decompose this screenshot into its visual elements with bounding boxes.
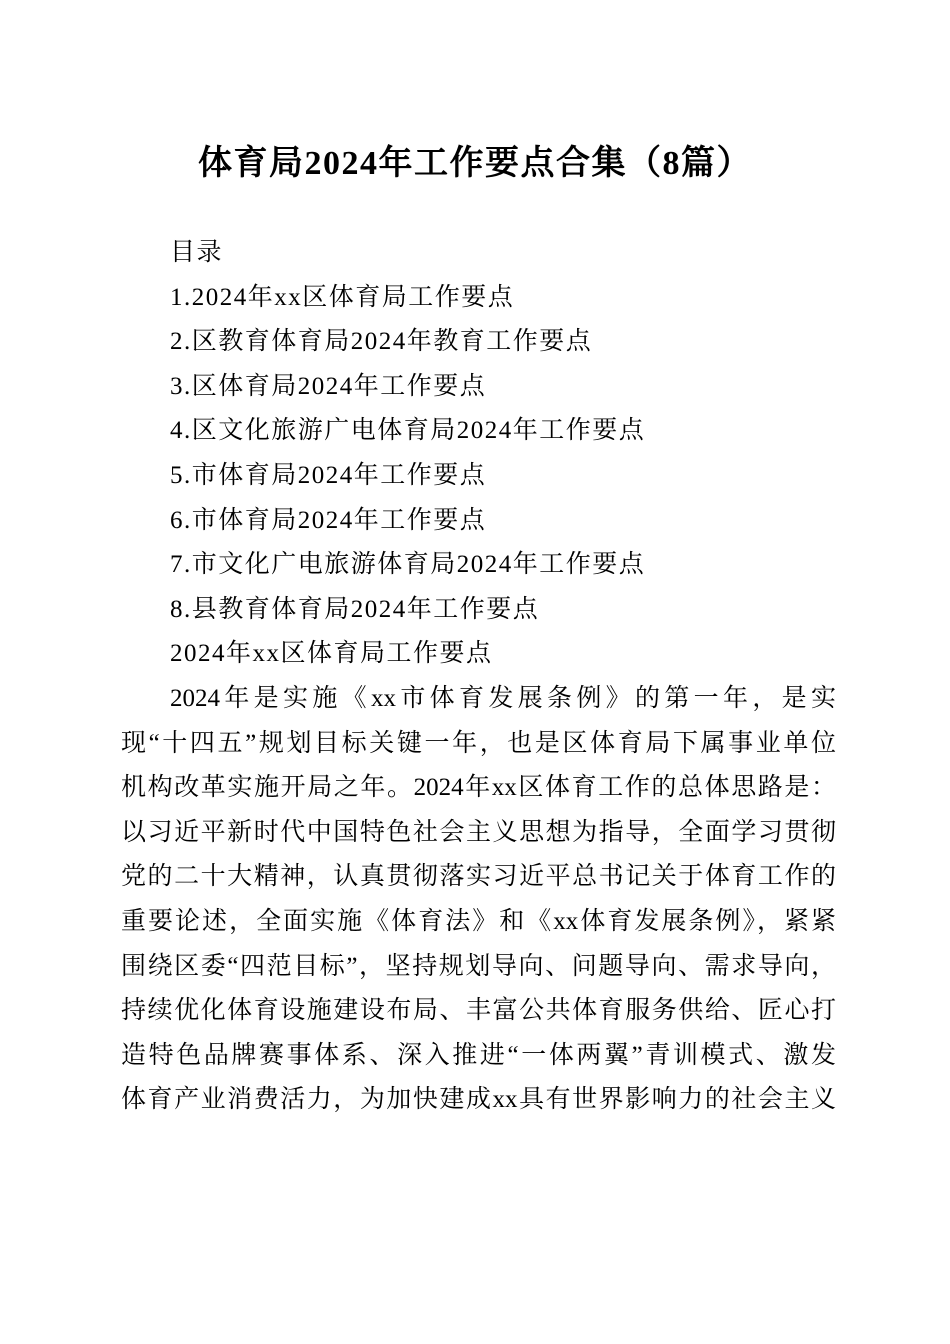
paragraph-line: 持续优化体育设施建设布局、丰富公共体育服务供给、匠心打: [121, 997, 836, 1025]
toc-item-1: 1.2024年xx区体育局工作要点: [170, 283, 515, 311]
paragraph-line: 围绕区委“四范目标”，坚持规划导向、问题导向、需求导向，: [121, 952, 836, 980]
toc-item-8: 8.县教育体育局2024年工作要点: [170, 595, 540, 623]
toc-item-2: 2.区教育体育局2024年教育工作要点: [170, 328, 593, 356]
paragraph-line: 体育产业消费活力，为加快建成xx具有世界影响力的社会主义: [121, 1086, 836, 1114]
toc-item-5: 5.市体育局2024年工作要点: [170, 461, 487, 489]
section-heading: 2024年xx区体育局工作要点: [170, 640, 493, 668]
paragraph-line: 2024年是实施《xx市体育发展条例》的第一年，是实: [170, 684, 836, 712]
toc-item-7: 7.市文化广电旅游体育局2024年工作要点: [170, 551, 646, 579]
toc-item-3: 3.区体育局2024年工作要点: [170, 372, 487, 400]
paragraph-line: 以习近平新时代中国特色社会主义思想为指导，全面学习贯彻: [121, 818, 836, 846]
toc-item-6: 6.市体育局2024年工作要点: [170, 506, 487, 534]
paragraph-line: 现“十四五”规划目标关键一年，也是区体育局下属事业单位: [121, 729, 836, 757]
paragraph-line: 造特色品牌赛事体系、深入推进“一体两翼”青训模式、激发: [121, 1041, 836, 1069]
paragraph-line: 党的二十大精神，认真贯彻落实习近平总书记关于体育工作的: [121, 863, 836, 891]
paragraph-line: 重要论述，全面实施《体育法》和《xx体育发展条例》，紧紧: [121, 907, 836, 935]
document-content: [121, 231, 836, 1123]
toc-heading: 目录: [170, 239, 224, 266]
document-title: 体育局2024年工作要点合集（8篇）: [198, 145, 752, 182]
body-paragraph: [121, 677, 836, 1123]
toc-item-4: 4.区文化旅游广电体育局2024年工作要点: [170, 417, 646, 445]
paragraph-line: 机构改革实施开局之年。2024年xx区体育工作的总体思路是：: [121, 774, 836, 802]
